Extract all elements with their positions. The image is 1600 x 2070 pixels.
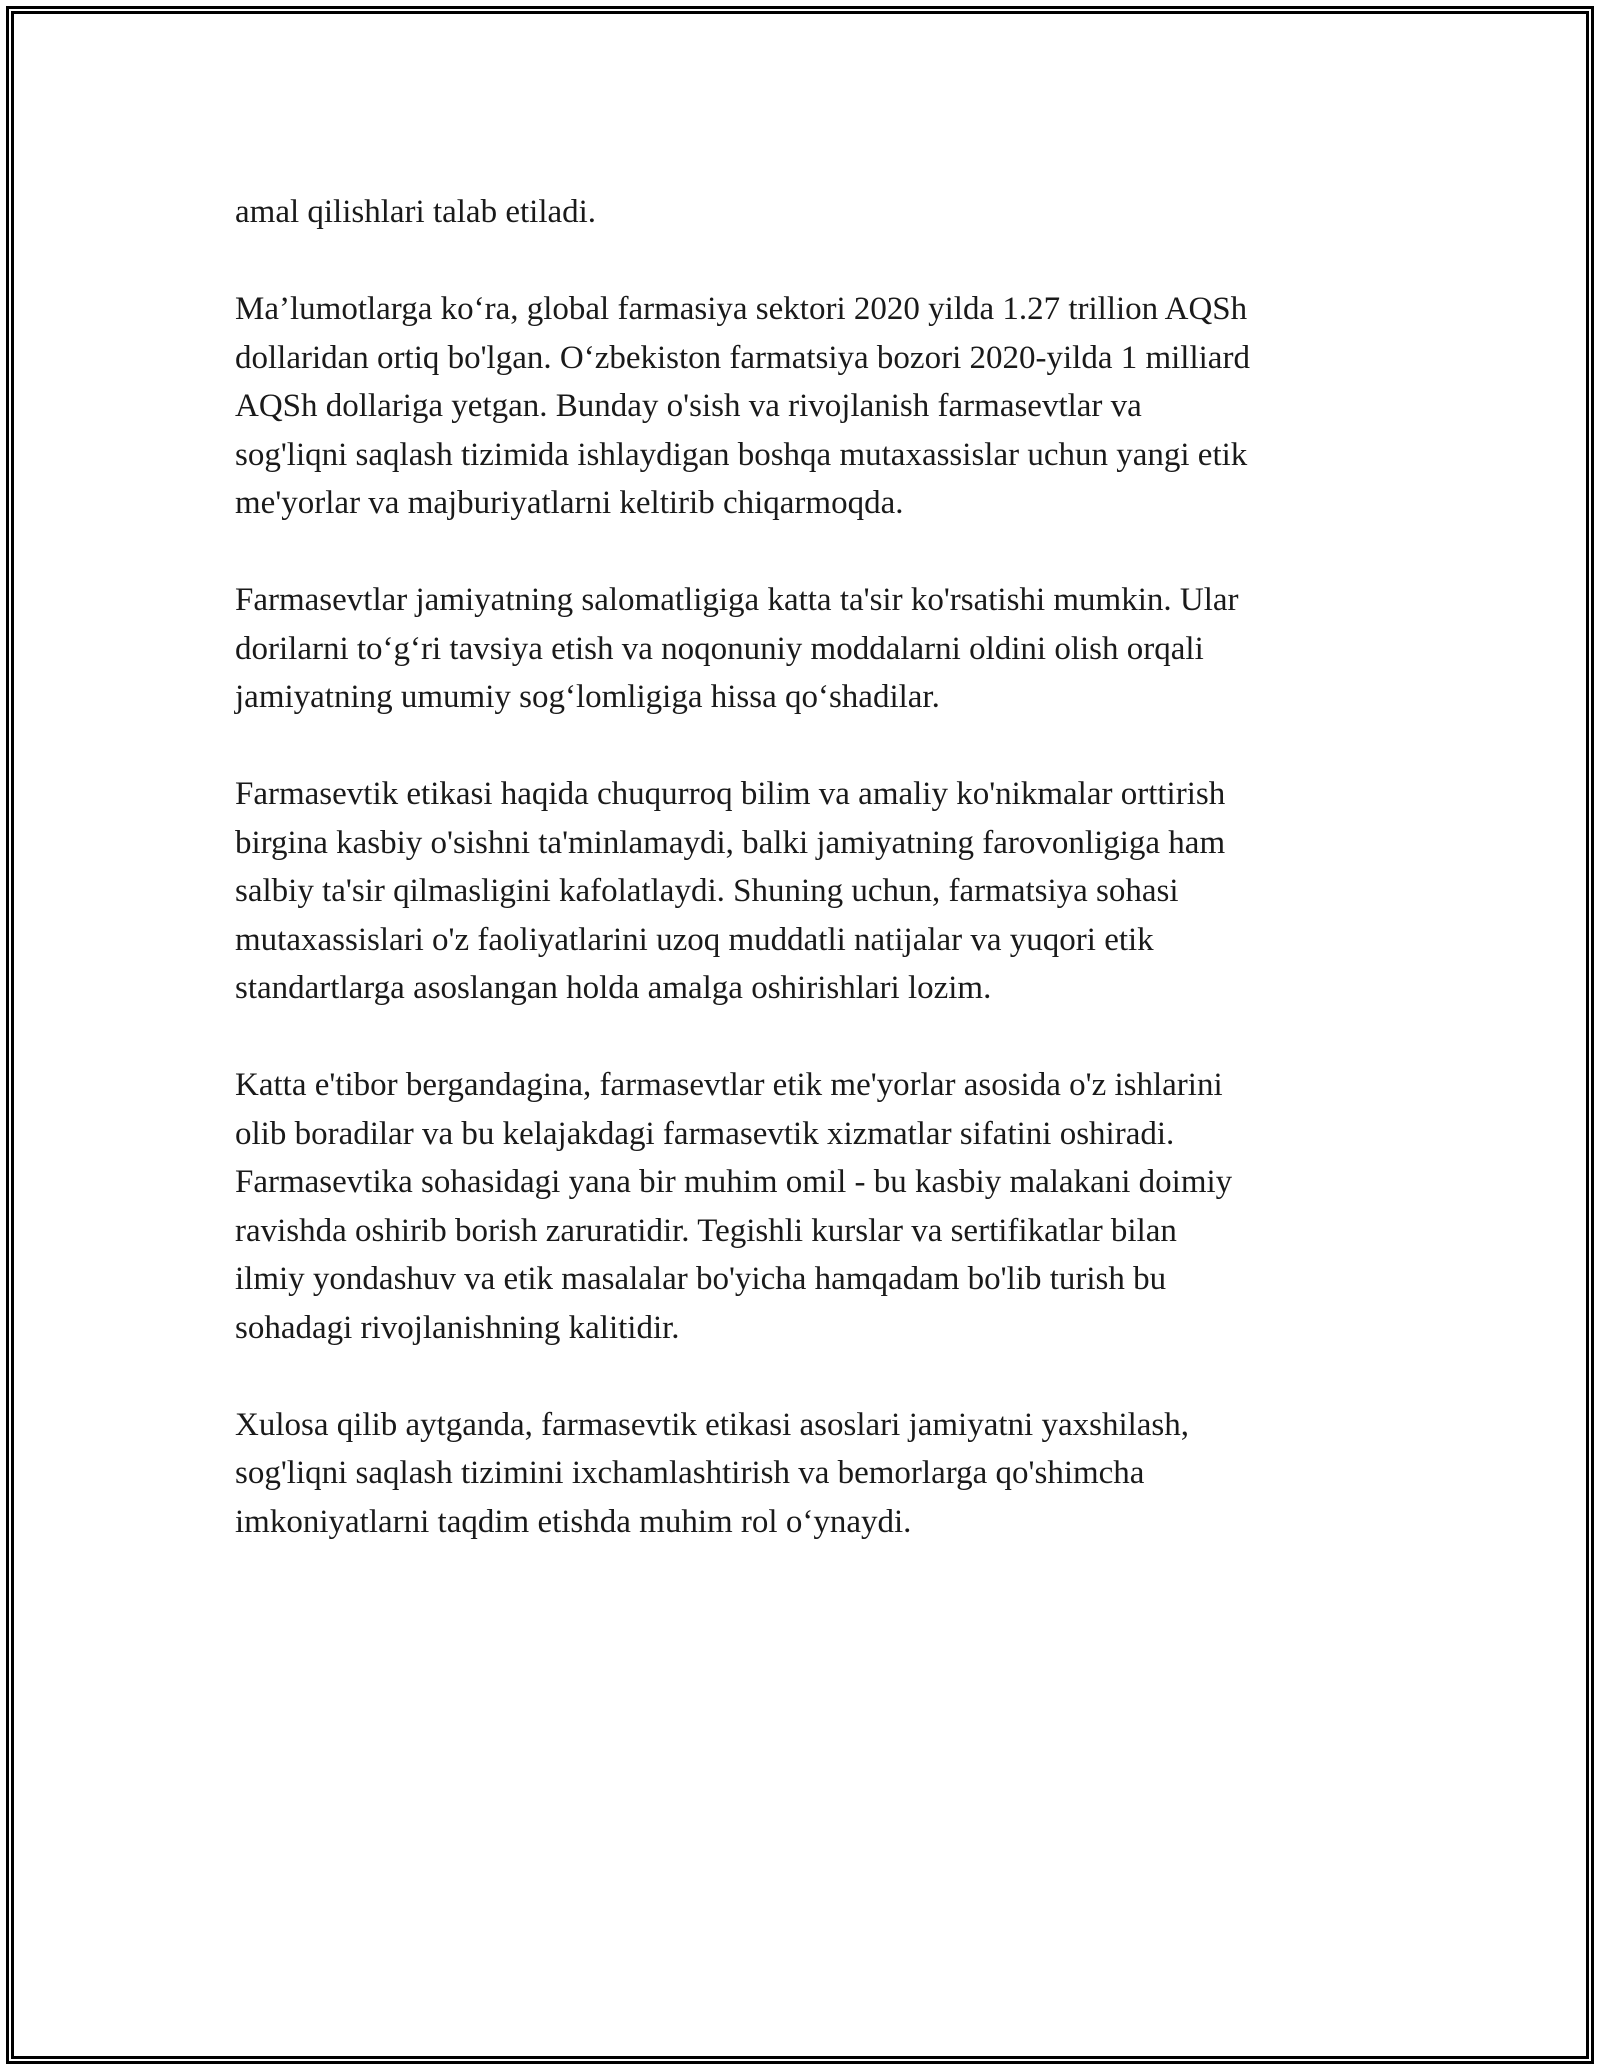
document-body [235,188,1375,1595]
paragraph: Katta e'tibor bergandagina, farmasevtlar etik me'yorlar asosida o'z ishlarini olib boradilar va bu kelajakdagi farmasevtik xizmatlar sifatini oshiradi. Farmasevtika sohasidagi yana bir muhim omil - bu kasbiy malakani doimiy ravishda oshirib borish zaruratidir. Tegishli kurslar va sertifikatlar bilan ilmiy yondashuv va etik masalalar bo'yicha hamqadam bo'lib turish bu sohadagi rivojlanishning kalitidir. [235,1067,1233,1346]
paragraph: Farmasevtik etikasi haqida chuqurroq bilim va amaliy ko'nikmalar orttirish birgina kasbiy o'sishni ta'minlamaydi, balki jamiyatning farovonligiga ham salbiy ta'sir qilmasligini kafolatlaydi. Shuning uchun, farmatsiya sohasi mutaxassislari o'z faoliyatlarini uzoq muddatli natijalar va yuqori etik standartlarga asoslangan holda amalga oshirishlari lozim. [235,776,1226,1006]
paragraph: Xulosa qilib aytganda, farmasevtik etikasi asoslari jamiyatni yaxshilash, sog'liqni saqlash tizimini ixchamlashtirish va bemorlarga qo'shimcha imkoniyatlarni taqdim etishda muhim rol o‘ynaydi. [235,1406,1190,1540]
paragraph: Farmasevtlar jamiyatning salomatligiga katta ta'sir ko'rsatishi mumkin. Ular dorilarni to‘g‘ri tavsiya etish va noqonuniy moddalarni oldini olish orqali jamiyatning umumiy sog‘lomligiga hissa qo‘shadilar. [235,582,1239,715]
paragraph: Ma’lumotlarga ko‘ra, global farmasiya sektori 2020 yilda 1.27 trillion AQSh dollaridan ortiq bo'lgan. O‘zbekiston farmatsiya bozori 2020-yilda 1 milliard AQSh dollariga yetgan. Bunday o'sish va rivojlanish farmasevtlar va sog'liqni saqlash tizimida ishlaydigan boshqa mutaxassislar uchun yangi etik me'yorlar va majburiyatlarni keltirib chiqarmoqda. [235,291,1250,521]
paragraph: amal qilishlari talab etiladi. [235,194,597,230]
